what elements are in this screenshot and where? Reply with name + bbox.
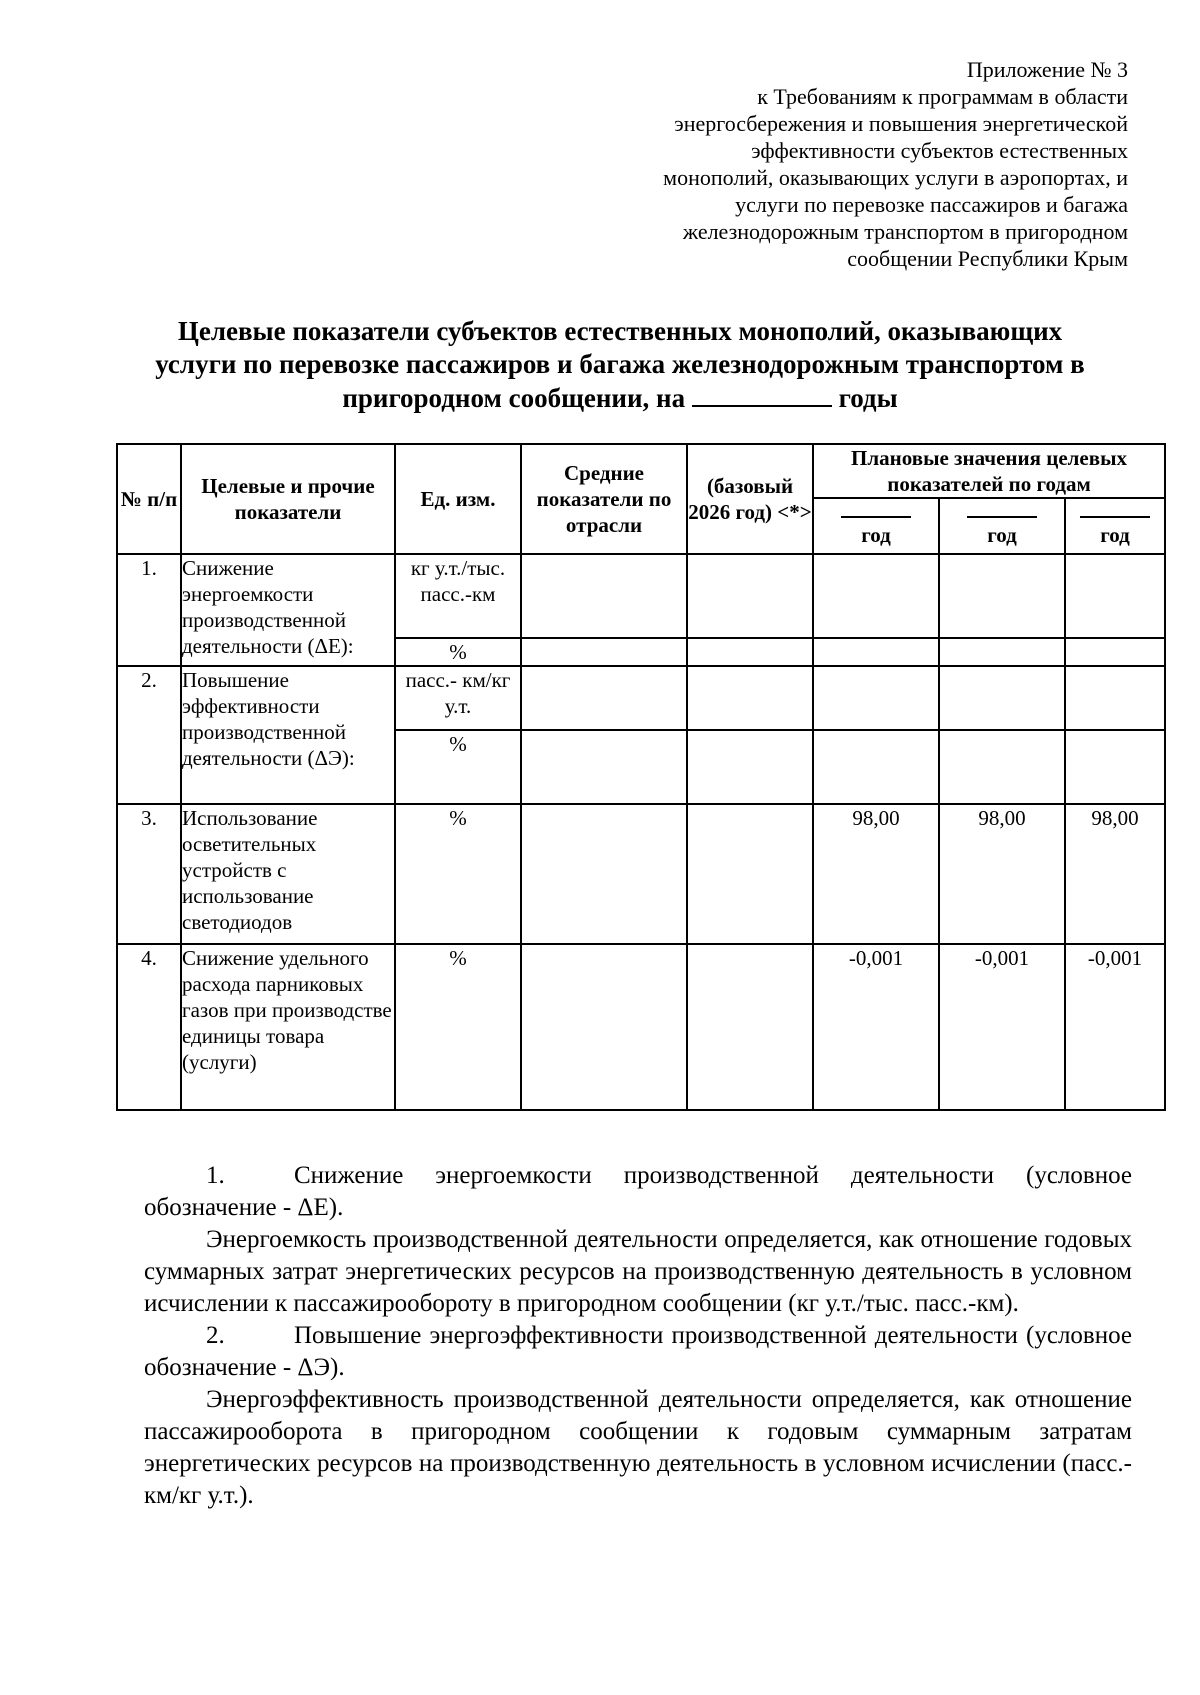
row-number: 2. [117,666,181,804]
plan-value: 98,00 [1065,804,1165,944]
title-line [100,381,1140,415]
header-average: Средние показатели по отрасли [521,444,687,554]
unit-cell: % [395,638,521,666]
annex-line: сообщении Республики Крым [847,246,1128,271]
table-row [117,944,1165,1110]
table-row [117,666,1165,730]
avg-cell [521,666,687,730]
paragraph: Энергоемкость производственной деятельности определяется, как отношение годовых суммарных затрат энергетических ресурсов на производственную деятельность в условном исчислении к пассажирообороту в пригородном сообщении (кг у.т./тыс. пасс.-км). [144,1226,1132,1317]
avg-cell [521,554,687,638]
paragraph [144,1160,1132,1224]
year-label: год [1100,523,1130,547]
plan-cell [813,730,939,804]
base-cell [687,944,813,1110]
header-year [1065,498,1165,554]
annex-header [663,56,1128,272]
title-line: услуги по перевозке пассажиров и багажа железнодорожным транспортом в [155,349,1085,379]
item-text: Снижение энергоемкости производственной деятельности (условное обозначение - ΔЕ). [144,1162,1132,1221]
year-label: год [861,523,891,547]
annex-line: монополий, оказывающих услуги в аэропортах, и [663,165,1128,190]
unit-cell: пасс.- км/кг у.т. [395,666,521,730]
avg-cell [521,638,687,666]
item-number: 2. [206,1322,225,1349]
title-line-text: пригородном сообщении, на [342,383,686,413]
row-number: 3. [117,804,181,944]
plan-cell [1065,730,1165,804]
indicator-name: Повышение эффективности производственной деятельности (ΔЭ): [181,666,395,804]
header-unit: Ед. изм. [395,444,521,554]
avg-cell [521,944,687,1110]
item-number: 1. [206,1162,225,1189]
plan-value: -0,001 [1065,944,1165,1110]
base-cell [687,554,813,638]
header-year [813,498,939,554]
annex-line: к Требованиям к программам в области [757,84,1128,109]
plan-value: 98,00 [813,804,939,944]
title-line: Целевые показатели субъектов естественных монополий, оказывающих [177,316,1063,346]
plan-cell [1065,666,1165,730]
plan-cell [813,638,939,666]
unit-cell: кг у.т./тыс. пасс.-км [395,554,521,638]
base-cell [687,666,813,730]
table-row [117,804,1165,944]
annex-line: эффективности субъектов естественных [751,138,1128,163]
plan-cell [939,638,1065,666]
plan-cell [939,554,1065,638]
paragraph [144,1320,1132,1384]
table-row [117,554,1165,638]
row-number: 1. [117,554,181,666]
plan-cell [813,666,939,730]
targets-table [116,443,1166,1111]
header-year [939,498,1065,554]
year-label: год [987,523,1017,547]
indicator-name: Снижение энергоемкости производственной деятельности (ΔЕ): [181,554,395,666]
annex-line: энергосбережения и повышения энергетической [674,111,1128,136]
plan-cell [813,554,939,638]
annex-line: железнодорожным транспортом в пригородном [682,219,1128,244]
indicator-name: Снижение удельного расхода парниковых газов при производстве единицы товара (услуги) [181,944,395,1110]
document-title [100,315,1140,415]
header-base-year: (базовый 2026 год) <*> [687,444,813,554]
plan-cell [1065,554,1165,638]
avg-cell [521,804,687,944]
base-cell [687,638,813,666]
plan-cell [1065,638,1165,666]
indicator-name: Использование осветительных устройств с использование светодиодов [181,804,395,944]
year-blank-field [692,381,832,407]
unit-cell: % [395,804,521,944]
unit-cell: % [395,944,521,1110]
header-indicator: Целевые и прочие показатели [181,444,395,554]
header-plan-values: Плановые значения целевых показателей по годам [813,444,1165,498]
item-text: Повышение энергоэффективности производственной деятельности (условное обозначение - ΔЭ). [144,1322,1132,1381]
plan-value: -0,001 [813,944,939,1110]
plan-value: 98,00 [939,804,1065,944]
plan-cell [939,666,1065,730]
base-cell [687,804,813,944]
header-num: № п/п [117,444,181,554]
title-line-text: годы [838,383,898,413]
annex-line: услуги по перевозке пассажиров и багажа [735,192,1128,217]
paragraph: Энергоэффективность производственной деятельности определяется, как отношение пассажирооборота в пригородном сообщении к годовым суммарным затратам энергетических ресурсов на производственную деятельность в условном исчислении (пасс.-км/кг у.т.). [144,1386,1132,1509]
explanatory-text [144,1160,1132,1512]
avg-cell [521,730,687,804]
base-cell [687,730,813,804]
unit-cell: % [395,730,521,804]
annex-line: Приложение № 3 [966,57,1128,82]
row-number: 4. [117,944,181,1110]
plan-cell [939,730,1065,804]
plan-value: -0,001 [939,944,1065,1110]
